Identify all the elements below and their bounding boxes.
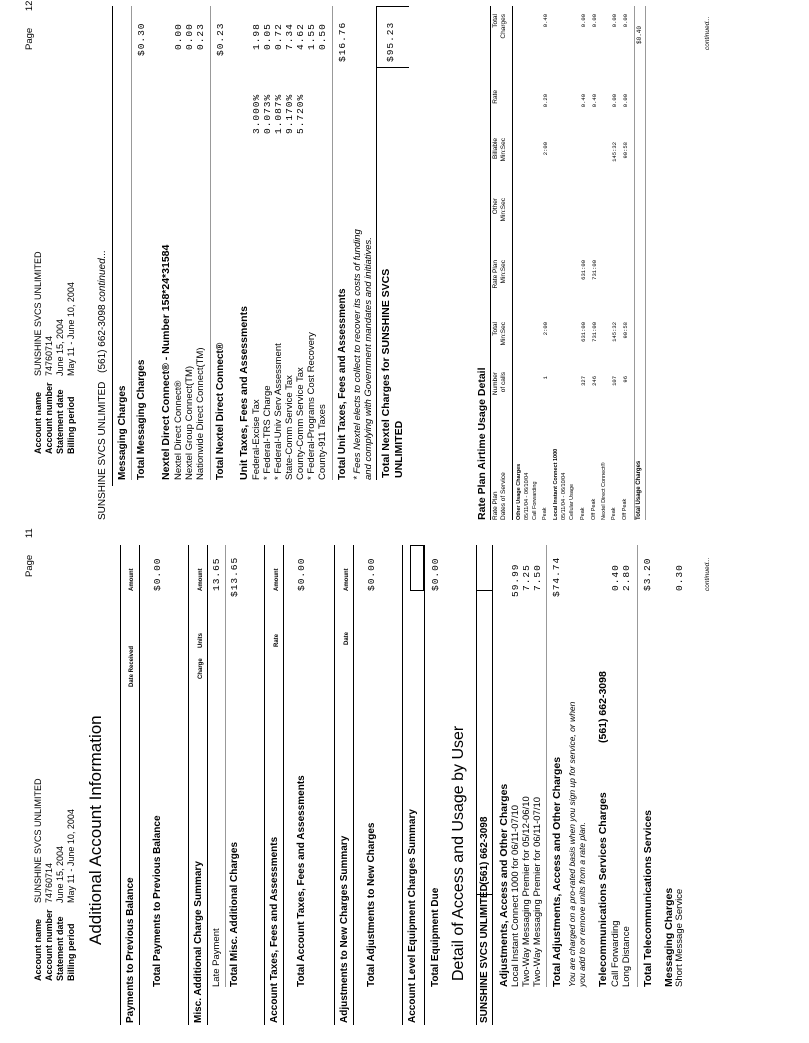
tax-row-rate: 3.000% [251, 93, 262, 134]
airtime-row-label: 05/11/04 - 06/10/04 [524, 472, 530, 520]
airtime-cell: 631:00 [580, 260, 587, 280]
airtime-row-label: 05/11/04 - 06/10/04 [561, 472, 567, 520]
unit-taxes-heading: Unit Taxes, Fees and Assessments [238, 306, 250, 480]
column-header-text: of calls [500, 372, 507, 393]
tax-row-label: County-Comm Service Tax [295, 367, 306, 480]
tax-row-value: 0.05 [262, 23, 273, 50]
fees-note: * Fees Nextel elects to collect to recover its costs of funding [352, 229, 363, 480]
airtime-row-label: Other Usage Charges [516, 463, 522, 520]
divider [112, 6, 113, 486]
equipment-total-value: $0.00 [430, 557, 441, 591]
misc-total-label: Total Misc. Additional Charges [229, 841, 240, 987]
header-label-statement-date: Statement date [55, 389, 65, 454]
account-header-values [33, 251, 77, 376]
airtime-row-label: Local Instant Connect 1000 [553, 448, 559, 520]
adjustment-row-value: 7.50 [532, 564, 543, 591]
header-label-billing-period: Billing period [66, 923, 76, 981]
continued-note: continued... [704, 16, 711, 50]
account-header [33, 909, 77, 981]
tax-row-label: State-Comm Service Tax [284, 375, 295, 480]
airtime-row-label: Nextel Direct Connect® [601, 462, 607, 520]
airtime-cell: 0.00 [580, 14, 587, 28]
airtime-column-header [492, 322, 508, 362]
airtime-row-label: Peak [580, 507, 586, 520]
account-header-values [33, 778, 77, 903]
telecom-row-label: Call Forwarding [610, 920, 621, 987]
airtime-cell: 2:00 [542, 322, 549, 336]
divider [188, 545, 189, 1025]
payments-total-label: Total Payments to Previous Balance [152, 815, 163, 987]
header-label-statement-date: Statement date [55, 916, 65, 981]
airtime-cell: 731:00 [591, 260, 598, 280]
airtime-cell: 145:32 [611, 322, 618, 342]
airtime-column-header [492, 138, 508, 178]
airtime-cell: 2:00 [542, 142, 549, 156]
tax-row-label: * Federal-TRS Charge [262, 385, 273, 480]
airtime-row-label: Cellular Usage [569, 483, 575, 520]
airtime-row-label: Peak [542, 507, 548, 520]
col-amount: Amount [129, 568, 135, 591]
total-nextel-label: Total Nextel Charges for SUNSHINE SVCS [380, 268, 392, 478]
statement-page-11 [0, 522, 809, 1043]
airtime-cell: 0.40 [591, 94, 598, 108]
divider [637, 545, 638, 987]
airtime-cell: 0.00 [591, 14, 598, 28]
column-header-text: Min:Sec [500, 322, 507, 346]
airtime-cell: 0.40 [580, 94, 587, 108]
divider [225, 545, 226, 987]
column-header-text: Total [492, 14, 499, 28]
messaging-row-value: 0.30 [674, 564, 685, 591]
telecom-number: (561) 662-3098 [597, 671, 609, 743]
adjustments-access-total-label: Total Adjustments, Access and Other Charges [551, 756, 563, 987]
divider [334, 545, 335, 1025]
telecom-total-label: Total Telecommunications Services [642, 809, 654, 987]
messaging-total-label: Total Messaging Charges [136, 359, 147, 480]
equipment-heading: Account Level Equipment Charges Summary [407, 809, 418, 1023]
ndc-row-value: 0.00 [184, 23, 195, 50]
usage-total-value: $0.40 [636, 25, 643, 44]
unit-taxes-total-value: $16.76 [337, 21, 348, 62]
column-header-text: Min:Sec [500, 138, 507, 162]
ndc-row-label: Nextel Group Connect(TM) [184, 365, 195, 480]
ndc-total-value: $0.23 [215, 22, 226, 56]
adjustments-access-total-value: $74.74 [551, 556, 562, 597]
account-taxes-total-label: Total Account Taxes, Fees and Assessments [296, 775, 307, 987]
divider [512, 6, 513, 520]
late-payment-label: Late Payment [211, 928, 222, 987]
col-date: Date [344, 631, 350, 645]
divider [139, 545, 140, 1025]
payments-total-value: $0.00 [152, 557, 163, 591]
header-billing-period: May 11 - June 10, 2004 [66, 282, 76, 376]
divider [207, 545, 208, 1025]
tax-row-value: 0.72 [273, 23, 284, 50]
ndc-row-value: 0.23 [195, 23, 206, 50]
page-label: Page [24, 554, 35, 577]
column-header-text: Charges [500, 14, 507, 39]
airtime-cell: 731:00 [591, 322, 598, 342]
total-nextel-value: $95.23 [385, 21, 396, 62]
tax-row-label: * Federal-Univ Serv Assessment [273, 343, 284, 480]
proration-note: you add to or remove units from a rate plan. [577, 822, 587, 987]
page-number [24, 1, 35, 50]
divider [490, 6, 491, 520]
user-name: SUNSHINE SVCS UNLIMITED [97, 381, 108, 520]
header-billing-period: May 11 - June 10, 2004 [66, 809, 76, 903]
tax-row-value: 4.62 [295, 23, 306, 50]
airtime-heading: Rate Plan Airtime Usage Detail [476, 367, 488, 520]
adjustment-row-value: 59.99 [510, 563, 521, 597]
tax-row-rate: 9.170% [284, 93, 295, 134]
column-header-text: Total [492, 322, 499, 336]
divider [120, 545, 121, 1025]
column-header-text: Min:Sec [500, 260, 507, 284]
tax-row-label: County-911 Taxes [317, 404, 328, 480]
airtime-cell: 631:00 [580, 322, 587, 342]
account-taxes-heading: Account Taxes, Fees and Assessments [269, 836, 280, 1023]
user-number: (561) 662-3098 [479, 816, 490, 885]
ndc-row-label: Nationwide Direct Connect(TM) [195, 347, 206, 480]
divider [332, 6, 333, 480]
tax-row-value: 7.34 [284, 23, 295, 50]
ndc-row-label: Nextel Direct Connect® [173, 380, 184, 480]
payments-heading: Payments to Previous Balance [125, 877, 136, 1023]
divider [283, 545, 284, 1025]
column-header-text: Billable [492, 138, 499, 159]
divider [402, 545, 403, 1025]
col-amount: Amount [198, 568, 204, 591]
user-continued-line [97, 250, 108, 520]
divider [376, 67, 409, 68]
adjustments-access-heading: Adjustments, Access and Other Charges [498, 783, 510, 987]
user-name: SUNSHINE SVCS UNLIMITED [479, 884, 490, 1023]
tax-row-rate: 1.087% [273, 93, 284, 134]
late-payment-value: 13.65 [211, 557, 222, 591]
airtime-cell: 246 [591, 376, 598, 386]
airtime-cell: 0.00 [611, 14, 618, 28]
header-account-name: SUNSHINE SVCS UNLIMITED [33, 778, 43, 903]
page-number [24, 528, 35, 577]
col-rate: Rate [274, 633, 280, 647]
column-header-text: Min:Sec [500, 198, 507, 222]
airtime-cell: 0.00 [611, 94, 618, 108]
col-amount: Amount [274, 568, 280, 591]
airtime-row-label: Call Forwarding [532, 481, 538, 520]
telecom-total-value: $3.20 [642, 557, 653, 591]
misc-total-value: $13.65 [229, 556, 240, 597]
messaging-heading: Messaging Charges [117, 385, 128, 480]
col-date-received: Date Received [129, 645, 135, 687]
unit-taxes-total-label: Total Unit Taxes, Fees and Assessments [337, 288, 348, 480]
tax-row-rate: 5.720% [295, 93, 306, 134]
adjustments-total-label: Total Adjustments to New Charges [366, 822, 377, 987]
tax-row-value: 1.98 [251, 23, 262, 50]
airtime-cell: 107 [611, 376, 618, 386]
divider [264, 545, 265, 1025]
header-label-account-name: Account name [33, 391, 43, 454]
detail-title: Detail of Access and Usage by User [450, 725, 467, 981]
column-header-text: Dates of Service [500, 472, 507, 520]
account-taxes-total-value: $0.00 [296, 557, 307, 591]
airtime-cell: 1 [542, 376, 549, 380]
airtime-row-label: Off Peak [591, 498, 597, 520]
continued-note: continued... [704, 557, 711, 591]
airtime-column-header [492, 198, 508, 238]
column-header-text: Number [492, 372, 499, 396]
page-title: Additional Account Information [86, 715, 105, 945]
header-account-number: 74760714 [44, 335, 54, 376]
divider [353, 545, 354, 1025]
page-number-value: 11 [24, 528, 35, 539]
airtime-cell: 0.40 [542, 14, 549, 28]
messaging-total-value: $0.30 [136, 22, 147, 56]
airtime-cell: 90:58 [622, 322, 629, 339]
ndc-row-value: 0.00 [173, 23, 184, 50]
airtime-row-label: Off Peak [622, 498, 628, 520]
adjustment-row-label: Local Instant Connect 1000 for 06/11-07/10 [510, 804, 521, 987]
header-statement-date: June 15, 2004 [55, 845, 65, 903]
adjustment-row-label: Two-Way Messaging Premier for 06/11-07/10 [532, 796, 543, 987]
divider [424, 545, 425, 1025]
telecom-row-value: 2.80 [621, 564, 632, 591]
airtime-cell: 327 [580, 376, 587, 386]
airtime-column-header [492, 14, 508, 54]
divider [645, 6, 646, 520]
messaging-row-label: Short Message Service [674, 888, 685, 987]
column-header-text: Rate [492, 90, 499, 104]
airtime-cell: 90:58 [622, 142, 629, 159]
user-number: (561) 662-3098 [97, 304, 108, 373]
header-label-account-name: Account name [33, 918, 43, 981]
ndc-heading: Nextel Direct Connect® - Number 158*24*31584 [160, 244, 172, 480]
header-account-name: SUNSHINE SVCS UNLIMITED [33, 251, 43, 376]
adjustment-row-value: 7.25 [521, 564, 532, 591]
column-header-text: Other [492, 198, 499, 215]
divider [476, 590, 493, 591]
divider [546, 545, 547, 987]
total-nextel-label: UNLIMITED [393, 420, 405, 478]
airtime-row-label: Peak [611, 507, 617, 520]
messaging-heading: Messaging Charges [663, 887, 675, 987]
header-statement-date: June 15, 2004 [55, 318, 65, 376]
tax-row-label: Federal-Excise Tax [251, 399, 262, 480]
col-units: Units [198, 633, 204, 648]
column-header-text: Rate Plan [492, 260, 499, 289]
column-header-text: Rate Plan [492, 491, 499, 520]
header-label-account-number: Account number [44, 382, 54, 454]
header-label-account-number: Account number [44, 909, 54, 981]
airtime-cell: 145:32 [611, 142, 618, 162]
ndc-total-label: Total Nextel Direct Connect® [215, 342, 226, 480]
divider [131, 6, 132, 480]
telecom-row-label: Long Distance [621, 926, 632, 987]
continued-note: continued... [97, 249, 108, 302]
airtime-column-header [492, 472, 508, 520]
misc-heading: Misc. Additional Charge Summary [193, 861, 204, 1023]
tax-row-rate: 0.073% [262, 93, 273, 134]
tax-row-value: 0.50 [317, 23, 328, 50]
airtime-column-header [492, 372, 508, 412]
proration-note: You are charged on a pro-rated basis when you sign up for service, or when [567, 701, 577, 987]
tax-row-value: 1.55 [306, 23, 317, 50]
adjustments-total-value: $0.00 [366, 557, 377, 591]
page-number-value: 12 [24, 0, 35, 12]
airtime-cell: 0.20 [542, 94, 549, 108]
airtime-cell: 0.00 [622, 94, 629, 108]
header-label-billing-period: Billing period [66, 396, 76, 454]
airtime-column-header [492, 90, 500, 130]
equipment-total-label: Total Equipment Due [430, 887, 441, 987]
divider [210, 6, 211, 480]
airtime-column-header [492, 260, 508, 300]
telecom-row-value: 0.40 [610, 564, 621, 591]
airtime-cell: 96 [622, 376, 629, 383]
fees-note: and complying with Government mandates and initiatives. [363, 237, 374, 480]
header-account-number: 74760714 [44, 862, 54, 903]
adjustment-row-label: Two-Way Messaging Premier for 05/12-06/10 [521, 796, 532, 987]
col-amount: Amount [344, 568, 350, 591]
tax-row-label: * Federal-Programs Cost Recovery [306, 332, 317, 480]
equipment-box [410, 545, 424, 591]
account-header [33, 382, 77, 454]
telecom-heading: Telecommunications Services Charges [597, 792, 609, 987]
divider [634, 6, 635, 520]
page-label: Page [24, 27, 35, 50]
usage-total-label: Total Usage Charges [636, 460, 642, 520]
airtime-cell: 0.00 [622, 14, 629, 28]
adjustments-summary-heading: Adjustments to New Charges Summary [339, 835, 350, 1023]
col-charge: Charge [198, 658, 204, 679]
